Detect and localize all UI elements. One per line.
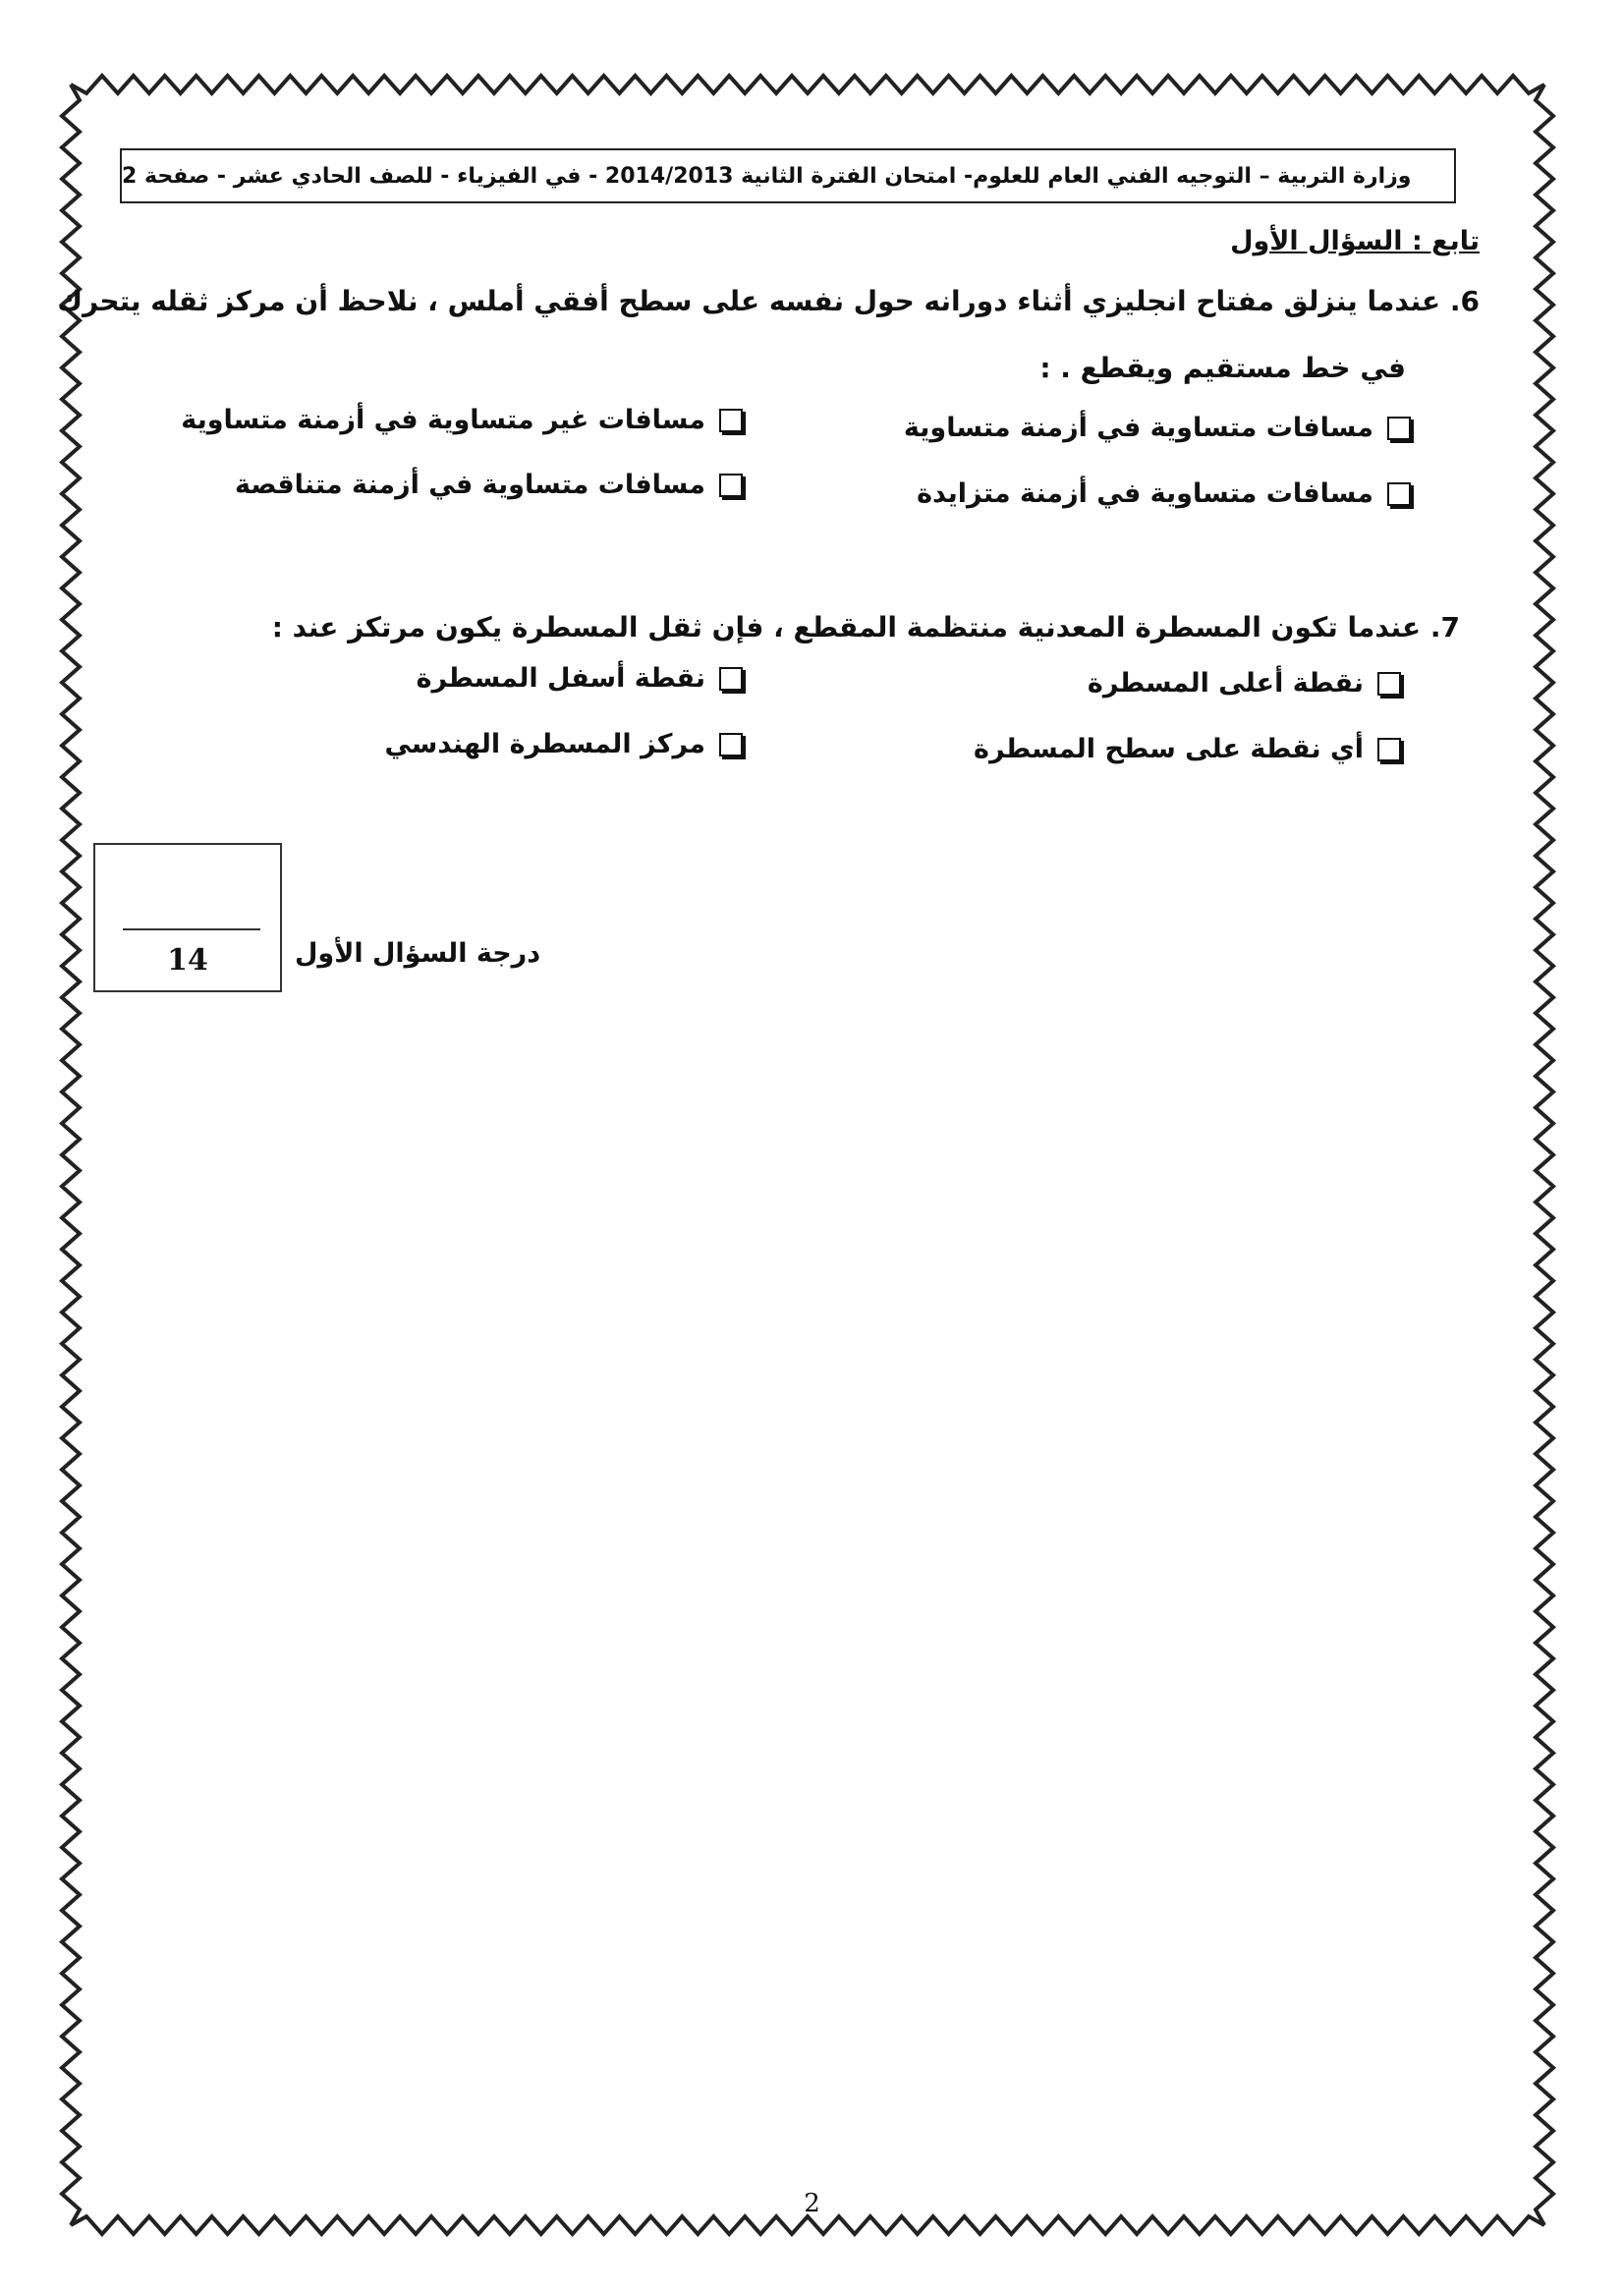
score-value: 14 <box>167 943 208 978</box>
question-6-option-2[interactable] <box>181 405 743 435</box>
exam-header-box <box>120 148 1456 203</box>
checkbox-icon[interactable] <box>719 409 743 432</box>
question-6-line-2: في خط مستقيم ويقطع . : <box>1039 352 1406 384</box>
option-label: مسافات متساوية في أزمنة متزايدة <box>917 478 1373 509</box>
option-label: مسافات غير متساوية في أزمنة متساوية <box>181 405 705 435</box>
checkbox-icon[interactable] <box>1387 482 1411 506</box>
question-6-option-4[interactable] <box>235 470 743 500</box>
border-bottom <box>71 2216 1544 2234</box>
question-7-option-4[interactable] <box>384 729 743 759</box>
section-title: تابع : السؤال الأول <box>1230 226 1480 256</box>
option-label: مسافات متساوية في أزمنة متناقصة <box>235 470 705 500</box>
option-label: نقطة أعلى المسطرة <box>1087 668 1364 699</box>
checkbox-icon[interactable] <box>1377 738 1401 761</box>
score-label: درجة السؤال الأول <box>295 938 541 969</box>
checkbox-icon[interactable] <box>719 733 743 756</box>
page-number: 2 <box>804 2189 820 2218</box>
question-7-line-1: 7. عندما تكون المسطرة المعدنية منتظمة المقطع ، فإن ثقل المسطرة يكون مرتكز عند : <box>271 611 1460 644</box>
option-label: أي نقطة على سطح المسطرة <box>974 734 1364 764</box>
checkbox-icon[interactable] <box>719 667 743 691</box>
question-6-option-3[interactable] <box>917 478 1411 509</box>
border-top <box>71 76 1544 93</box>
checkbox-icon[interactable] <box>1377 672 1401 696</box>
checkbox-icon[interactable] <box>719 474 743 497</box>
score-box <box>93 843 282 992</box>
option-label: مركز المسطرة الهندسي <box>384 729 705 759</box>
question-7-option-3[interactable] <box>974 734 1401 764</box>
question-6-option-1[interactable] <box>904 413 1411 443</box>
option-label: مسافات متساوية في أزمنة متساوية <box>903 413 1373 443</box>
score-divider <box>123 928 260 930</box>
option-label: نقطة أسفل المسطرة <box>416 663 705 694</box>
border-right <box>1536 84 1553 2225</box>
checkbox-icon[interactable] <box>1387 417 1411 440</box>
question-6-line-1: 6. عندما ينزلق مفتاح انجليزي أثناء دورانه حول نفسه على سطح أفقي أملس ، نلاحظ أن مركز ثقله يتحرك <box>57 285 1480 317</box>
exam-header-text: وزارة التربية – التوجيه الفني العام للعلوم- امتحان الفترة الثانية 2014/2013 - في الفيزياء - للصف الحادي عشر - صفحة 2 <box>122 163 1412 189</box>
question-7-option-1[interactable] <box>1088 668 1401 699</box>
border-left <box>62 84 80 2225</box>
question-7-option-2[interactable] <box>417 663 743 694</box>
